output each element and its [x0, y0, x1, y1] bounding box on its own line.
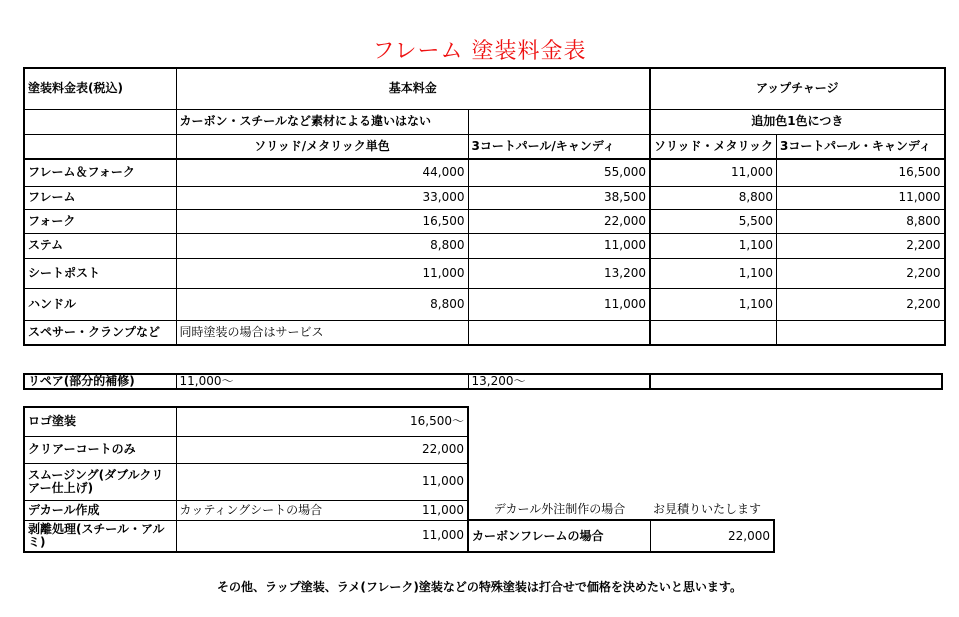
strip-price: 11,000 — [176, 520, 468, 552]
price-pearl: 11,000 — [468, 288, 650, 320]
price-up-solid: 1,100 — [650, 288, 777, 320]
material-note: カーボン・スチールなど素材による違いはない — [176, 109, 468, 134]
price-pearl: 13,200〜 — [468, 374, 650, 389]
empty-cell — [650, 463, 774, 500]
row-name: ハンドル — [24, 288, 176, 320]
empty-cell — [24, 109, 176, 134]
price-solid: 16,500 — [176, 209, 468, 233]
per-color-note: 追加色1色につき — [650, 109, 945, 134]
row-name: フォーク — [24, 209, 176, 233]
clear-price: 22,000 — [176, 436, 468, 463]
empty-cell — [650, 374, 942, 389]
col-pearl-header: 3コートパール/キャンディ — [468, 134, 650, 159]
price-up-pearl: 2,200 — [777, 233, 945, 258]
table-row — [24, 407, 774, 436]
empty-cell — [468, 463, 650, 500]
carbon-price: 22,000 — [650, 520, 774, 552]
table-row — [24, 288, 945, 320]
empty-cell — [468, 407, 650, 436]
decal-outsource-note: デカール外注制作の場合 — [493, 502, 626, 516]
row-name: デカール作成 — [24, 500, 176, 520]
table-row — [24, 258, 945, 288]
price-up-solid: 8,800 — [650, 186, 777, 209]
price-solid: 11,000〜 — [176, 374, 468, 389]
col-up-solid-header: ソリッド・メタリック — [650, 134, 777, 159]
empty-cell — [468, 436, 650, 463]
row-name: スムージング(ダブルクリアー仕上げ) — [24, 463, 176, 500]
table-row — [24, 463, 774, 500]
price-pearl: 55,000 — [468, 159, 650, 186]
price-pearl: 38,500 — [468, 186, 650, 209]
row-name: シートポスト — [24, 258, 176, 288]
table-header-label: 塗装料金表(税込) — [24, 68, 176, 109]
price-solid: 8,800 — [176, 233, 468, 258]
table-row — [24, 374, 942, 389]
price-up-solid: 5,500 — [650, 209, 777, 233]
price-up-pearl: 2,200 — [777, 258, 945, 288]
price-up-pearl: 11,000 — [777, 186, 945, 209]
logo-price: 16,500〜 — [176, 407, 468, 436]
row-name: フレーム＆フォーク — [24, 159, 176, 186]
empty-cell — [777, 320, 945, 345]
decal-outsource-price: お見積りいたします — [653, 502, 762, 516]
header-row — [24, 68, 945, 109]
table-row — [24, 233, 945, 258]
row-name: ロゴ塗装 — [24, 407, 176, 436]
table-row — [24, 520, 774, 552]
row-name: フレーム — [24, 186, 176, 209]
price-up-solid: 11,000 — [650, 159, 777, 186]
subheader-row — [24, 109, 945, 134]
decal-note: カッティングシートの場合 — [179, 502, 323, 517]
smoothing-price: 11,000 — [176, 463, 468, 500]
table-row — [24, 186, 945, 209]
main-price-table — [23, 67, 946, 346]
column-header-row — [24, 134, 945, 159]
price-solid: 33,000 — [176, 186, 468, 209]
page-title: フレーム 塗装料金表 — [372, 39, 587, 64]
decal-price: 11,000 — [422, 502, 464, 517]
row-name: スペサー・クランプなど — [24, 320, 176, 345]
price-up-pearl: 2,200 — [777, 288, 945, 320]
empty-cell — [468, 320, 650, 345]
empty-cell — [24, 134, 176, 159]
row-name: 剥離処理(スチール・アルミ) — [24, 520, 176, 552]
table-row — [24, 159, 945, 186]
base-price-header: 基本料金 — [176, 68, 650, 109]
row-name: リペア(部分的補修) — [24, 374, 176, 389]
price-up-solid: 1,100 — [650, 258, 777, 288]
price-solid: 11,000 — [176, 258, 468, 288]
footer-note: その他、ラップ塗装、ラメ(フレーク)塗装などの特殊塗装は打合せで価格を決めたいと思います。 — [217, 580, 742, 594]
table-row — [24, 209, 945, 233]
table-row — [24, 436, 774, 463]
price-pearl: 11,000 — [468, 233, 650, 258]
table-row — [24, 500, 774, 520]
decal-cell — [176, 500, 468, 520]
price-solid: 44,000 — [176, 159, 468, 186]
repair-table — [23, 373, 943, 390]
row-name: ステム — [24, 233, 176, 258]
col-solid-header: ソリッド/メタリック単色 — [176, 134, 468, 159]
upcharge-header: アップチャージ — [650, 68, 945, 109]
row-name: クリアーコートのみ — [24, 436, 176, 463]
carbon-label: カーボンフレームの場合 — [468, 520, 650, 552]
price-up-pearl: 8,800 — [777, 209, 945, 233]
empty-cell — [468, 109, 650, 134]
extras-table — [23, 406, 775, 553]
price-up-solid: 1,100 — [650, 233, 777, 258]
price-up-pearl: 16,500 — [777, 159, 945, 186]
service-note: 同時塗装の場合はサービス — [176, 320, 468, 345]
empty-cell — [650, 436, 774, 463]
col-up-pearl-header: 3コートパール・キャンディ — [777, 134, 945, 159]
price-solid: 8,800 — [176, 288, 468, 320]
empty-cell — [650, 320, 777, 345]
price-pearl: 13,200 — [468, 258, 650, 288]
table-row — [24, 320, 945, 345]
empty-cell — [650, 407, 774, 436]
price-pearl: 22,000 — [468, 209, 650, 233]
